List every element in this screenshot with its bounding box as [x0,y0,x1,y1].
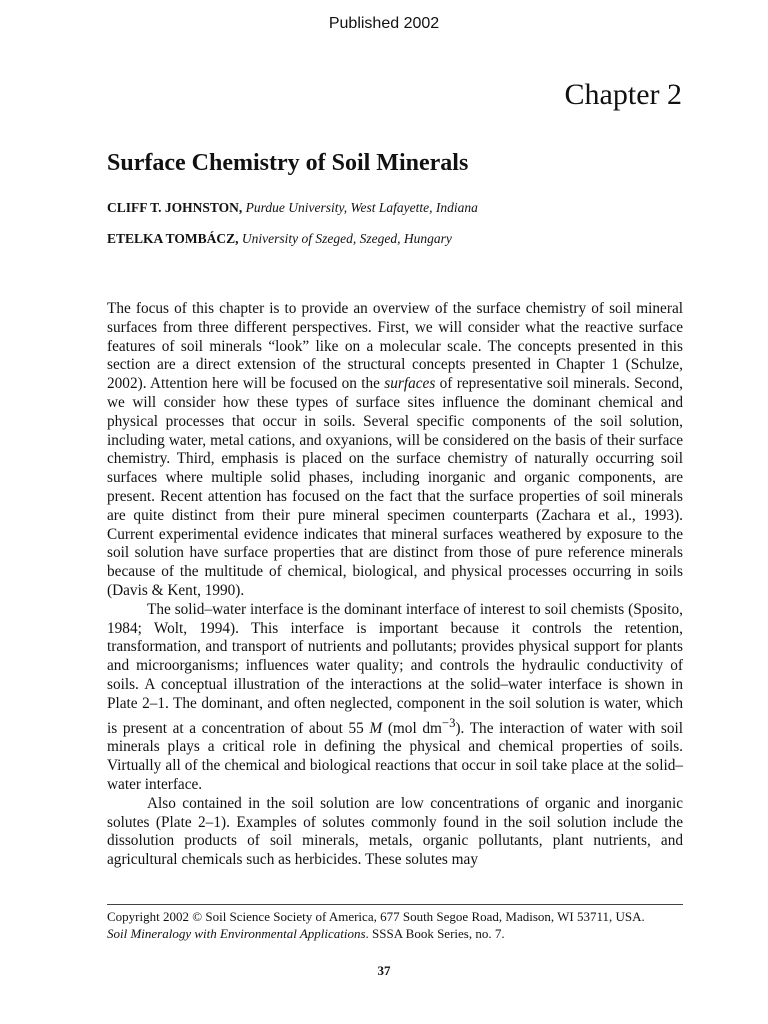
emphasis-text: surfaces [384,375,436,393]
paragraph-3 [107,795,683,870]
unit-text: (mol dm [387,719,442,737]
author-affiliation: University of Szeged, Szeged, Hungary [241,231,452,246]
unit-exponent: −3 [441,715,456,730]
footer-divider [107,904,683,905]
paragraph-text: ). The interaction of water with soil minerals plays a critical role in defining the physical and chemical properties of soils. Virtually all of the chemical and biological reactions that occur in soil take place at the solid–water interface. [107,719,684,794]
paragraph-text: of representative soil minerals. Second, we will consider how these types of surface sites influence the dominant chemical and physical processes that occur in soils. Several specific components of the soil solution, including water, metal cations, and oxyanions, will be considered on the basis of their surface chemistry. Third, emphasis is placed on the surface chemistry of naturally occurring soil surfaces where multiple solid phases, including inorganic and organic components, are present. Recent attention has focused on the fact that the surface properties of soil minerals are quite distinct from their pure mineral specimen counterparts (Zachara et al., 1993). Current experimental evidence indicates that mineral surfaces weathered by exposure to the soil solution have surface properties that are distinct from those of pure reference minerals because of the multitude of chemical, biological, and physical processes occurring in soils (Davis & Kent, 1990). [107,375,683,599]
paragraph-1 [107,300,683,601]
book-title: Soil Mineralogy with Environmental Applications [107,926,366,941]
page-number: 37 [377,963,391,978]
author-name: ETELKA TOMBÁCZ, [107,231,239,246]
unit-symbol: M [369,719,383,737]
author-2 [107,231,452,247]
series-line [107,925,697,942]
paragraph-text: The solid–water interface is the dominant interface of interest to soil chemists (Sposito, 1984; Wolt, 1994). This interface is important because it controls the retention, transformation, and transport of nutrients and pollutants; provides physical support for plants and microorganisms; influences water quality; and controls the hydraulic conductivity of soils. A conceptual illustration of the interactions at the solid–water interface is shown in Plate 2–1. The dominant, and often neglected, component in the soil solution is water, which is present at a concentration of about 55 [107,600,683,737]
series-text: . SSSA Book Series, no. 7. [365,926,505,941]
author-name: CLIFF T. JOHNSTON, [107,200,243,215]
copyright-footer [107,908,697,942]
chapter-title: Surface Chemistry of Soil Minerals [107,150,469,176]
body-text [107,300,683,870]
chapter-label: Chapter 2 [564,78,682,111]
paragraph-2 [107,601,683,795]
copyright-line: Copyright 2002 © Soil Science Society of America, 677 South Segoe Road, Madison, WI 53711, USA. [107,909,645,924]
author-1 [107,200,478,216]
published-banner: Published 2002 [328,15,440,32]
author-affiliation: Purdue University, West Lafayette, Indiana [245,200,478,215]
paragraph-text: The focus of this chapter is to provide an overview of the surface chemistry of soil mineral surfaces from three different perspectives. First, we will consider what the reactive surface features of soil minerals “look” like on a molecular scale. The concepts presented in this section are a direct extension of the structural concepts presented in Chapter 1 (Schulze, 2002). Attention here will be focused on the [107,300,683,393]
paragraph-text: Also contained in the soil solution are low concentrations of organic and inorganic solutes (Plate 2–1). Examples of solutes commonly found in the soil solution include the dissolution products of soil minerals, metals, organic pollutants, plant nutrients, and agricultural chemicals such as herbicides. These solutes may [107,794,683,869]
